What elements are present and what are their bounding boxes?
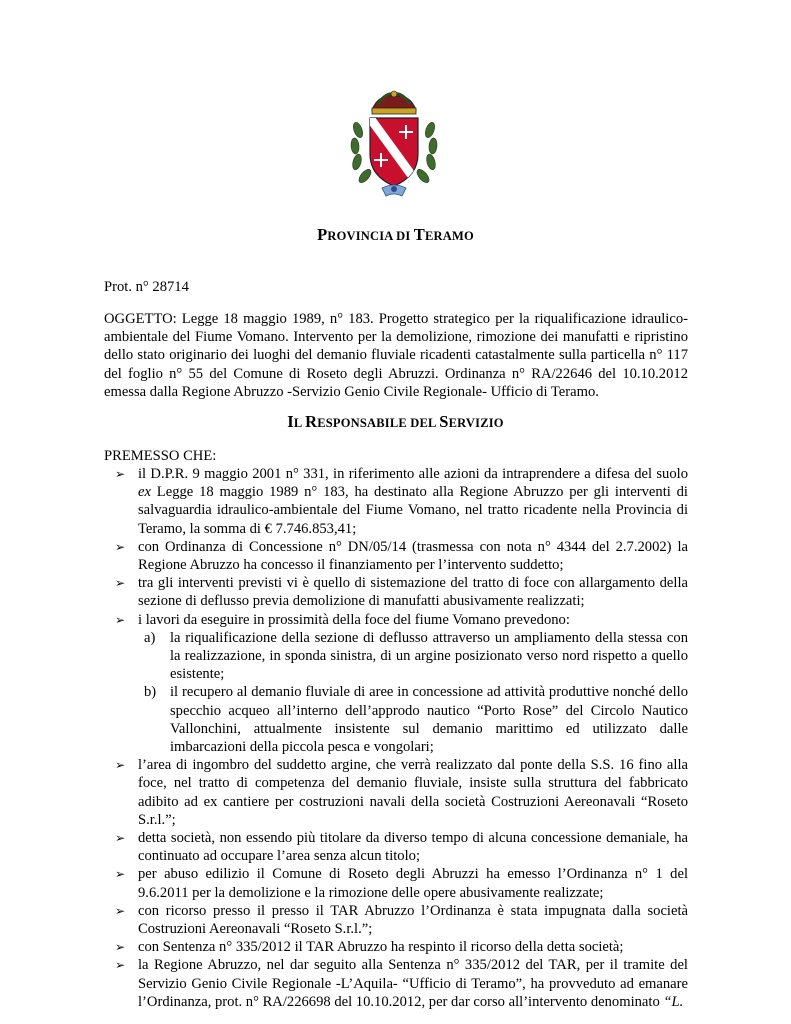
list-item [104,611,688,629]
item-text: il D.P.R. 9 maggio 2001 n° 331, in riferimento alle azioni da intraprendere a difesa del suolo [138,466,688,482]
list-item [104,829,688,865]
ribbon-icon [382,185,406,196]
item-text: la Regione Abruzzo, nel dar seguito alla Sentenza n° 335/2012 del TAR, per il tramite del Servizio Genio Civile Regionale -L’Aquila- “Ufficio di Teramo”, ha provveduto ad emanare l’Ordinanza, prot. n° RA/226698 del 10.10.2012, per dar corso all’intervento denominato [138,957,688,1010]
arrow-bullet-icon: ➢ [115,903,126,918]
arrow-bullet-icon: ➢ [115,612,126,627]
item-text: per abuso edilizio il Comune di Roseto degli Abruzzi ha emesso l’Ordinanza n° 1 del 9.6.2011 per la demolizione e la rimozione delle opere abusivamente realizzate; [138,866,688,901]
heading-part: ERVIZIO [448,416,504,430]
section-heading [0,413,791,432]
item-text-italic: ex [138,484,151,501]
item-text: con ricorso presso il presso il TAR Abruzzo l’Ordinanza è stata impugnata dalla società Costruzioni Aereonavali “Roseto S.r.l.”; [138,902,688,938]
item-text: con Sentenza n° 335/2012 il TAR Abruzzo ha respinto il ricorso della detta società; [138,939,624,956]
item-text: tra gli interventi previsti vi è quello di sistemazione del tratto di foce con allargamento della sezione di deflusso previa demolizione di manufatti abusivamente realizzati; [138,575,688,610]
premise-list [104,465,688,1011]
heading-part: ESPONSABILE DEL [317,416,440,430]
item-text: Legge 18 maggio 1989 n° 183, ha destinato alla Regione Abruzzo per gli interventi di salvaguardia idraulico-ambientale del Fiume Vomano, nel tratto ricadente nella Provincia di Teramo, la somma di € 7.746.853,41; [138,484,688,537]
sub-list-item [104,629,688,684]
arrow-bullet-icon: ➢ [115,539,126,554]
arrow-bullet-icon: ➢ [115,467,126,481]
subject-paragraph: OGGETTO: Legge 18 maggio 1989, n° 183. Progetto strategico per la riqualificazione idraulico-ambientale del Fiume Vomano. Intervento per la demolizione, rimozione dei manufatti e ripristino dello stato originario dei luoghi del demanio fluviale ricadenti catastalmente sulla particella n° 117 del foglio n° 55 del Comune di Roseto degli Abruzzi. Ordinanza n° RA/22646 del 10.10.2012 emessa dalla Regione Abruzzo -Servizio Genio Civile Regionale- Ufficio di Teramo. [104,311,688,400]
crown-icon [372,91,416,114]
heading-initial: S [439,412,449,431]
title-part: ERAMO [425,229,474,243]
sub-item-text: il recupero al demanio fluviale di aree in concessione ad attività produttive nonché dello specchio acqueo all’interno dell’approdo nautico “Porto Rose” del Circolo Nautico Vallonchini, attualmente insistente sul demanio marittimo ed utilizzato dalle imbarcazioni della piccola pesca e vongolari; [170,684,688,756]
heading-part: L [293,416,306,430]
sub-list-item [104,683,688,756]
item-text: con Ordinanza di Concessione n° DN/05/14 (trasmessa con nota n° 4344 del 2.7.2002) la Regione Abruzzo ha concesso il finanziamento per l’intervento suddetto; [138,538,688,574]
list-item [104,865,688,901]
item-text: detta società, non essendo più titolare da diverso tempo di alcuna concessione demaniale, ha continuato ad occupare l’area senza alcun titolo; [138,830,688,865]
list-item [104,465,688,538]
heading-initial: I [287,412,294,431]
sub-item-text: la riqualificazione della sezione di deflusso attraverso un ampliamento della stessa con la realizzazione, in sponda sinistra, di un argine posizionato verso nord rispetto a quello esistente; [170,629,688,683]
province-coat-of-arms-icon [344,88,444,200]
list-item [104,938,688,956]
arrow-bullet-icon: ➢ [115,958,126,973]
list-item [104,956,688,1011]
arrow-bullet-icon: ➢ [115,576,126,591]
protocol-number: Prot. n° 28714 [104,279,189,295]
sub-item-marker: b) [144,684,157,701]
arrow-bullet-icon: ➢ [115,758,126,773]
list-item [104,756,688,829]
heading-initial: R [305,412,318,431]
arrow-bullet-icon: ➢ [115,867,126,882]
item-text-italic: “L. [663,993,684,1010]
list-item [104,902,688,938]
item-text: i lavori da eseguire in prossimità della foce del fiume Vomano prevedono: [138,611,570,628]
arrow-bullet-icon: ➢ [115,940,126,955]
premise-heading: PREMESSO CHE: [104,448,217,464]
list-item [104,538,688,574]
item-text: l’area di ingombro del suddetto argine, che verrà realizzato dal ponte della S.S. 16 fino alla foce, nel tratto di competenza del demanio fluviale, insiste sulla struttura del fabbricato adibito ad ex cantiere per costruzioni navali della società Costruzioni Aereonavali “Roseto S.r.l.”; [138,757,688,828]
title-part: ROVINCIA DI [327,229,414,243]
page-title [0,226,791,245]
arrow-bullet-icon: ➢ [115,831,126,846]
title-initial: T [413,225,426,244]
sub-item-marker: a) [144,629,156,646]
list-item [104,574,688,610]
shield-icon [370,118,418,186]
title-initial: P [317,225,328,244]
